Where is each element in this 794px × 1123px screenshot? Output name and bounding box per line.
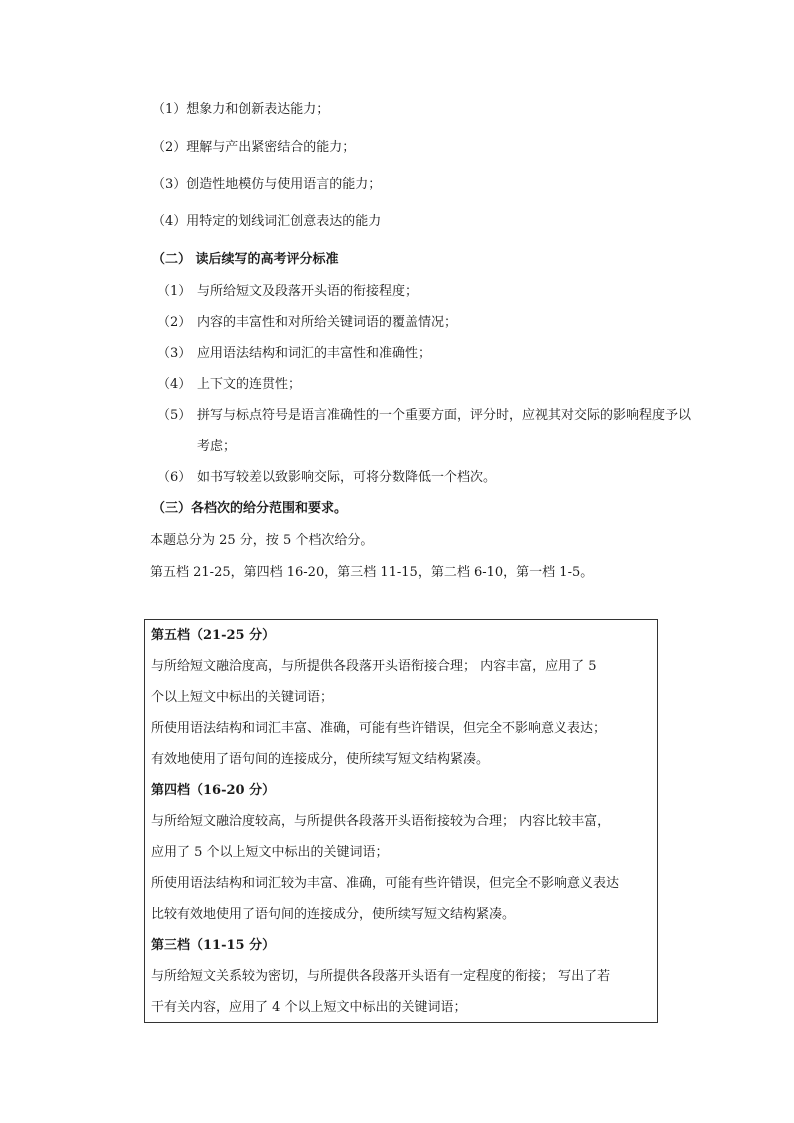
grade-text: 干有关内容，应用了 4 个以上短文中标出的关键词语； (151, 1000, 467, 1015)
grade-text: 个以上短文中标出的关键词语； (151, 690, 334, 705)
grade-text: 所使用语法结构和词汇丰富、准确，可能有些许错误，但完全不影响意义表达； (151, 721, 607, 736)
ability-item: （2）理解与产出紧密结合的能力； (152, 140, 356, 155)
grade-text: 与所给短文融洽度高，与所提供各段落开头语衔接合理； 内容丰富，应用了 5 (151, 659, 597, 674)
grade-heading: 第四档（16-20 分） (151, 783, 276, 798)
grade-text: 与所给短文融洽度较高，与所提供各段落开头语衔接较为合理； 内容比较丰富， (151, 814, 611, 829)
section-heading: （三）各档次的给分范围和要求。 (152, 501, 348, 516)
score-intro: 本题总分为 25 分，按 5 个档次给分。 (150, 533, 374, 548)
grade-text: 比较有效地使用了语句间的连接成分，使所续写短文结构紧凑。 (151, 907, 516, 922)
grade-text: 应用了 5 个以上短文中标出的关键词语； (151, 845, 389, 860)
grade-heading: 第五档（21-25 分） (151, 628, 276, 643)
ability-item: （1）想象力和创新表达能力； (152, 102, 330, 117)
grade-heading: 第三档（11-15 分） (151, 938, 276, 953)
grade-text: 与所给短文关系较为密切，与所提供各段落开头语有一定程度的衔接； 写出了若 (151, 969, 611, 984)
section-heading: （二） 读后续写的高考评分标准 (152, 252, 339, 267)
ability-item: （4）用特定的划线词汇创意表达的能力 (152, 214, 382, 229)
grade-text: 有效地使用了语句间的连接成分，使所续写短文结构紧凑。 (151, 752, 490, 767)
grade-text: 所使用语法结构和词汇较为丰富、准确，可能有些许错误，但完全不影响意义表达 (151, 876, 620, 891)
grading-table (144, 619, 658, 1023)
ability-item: （3）创造性地模仿与使用语言的能力； (152, 177, 382, 192)
score-ranges: 第五档 21-25，第四档 16-20，第三档 11-15，第二档 6-10，第一档 1-5。 (150, 565, 594, 580)
